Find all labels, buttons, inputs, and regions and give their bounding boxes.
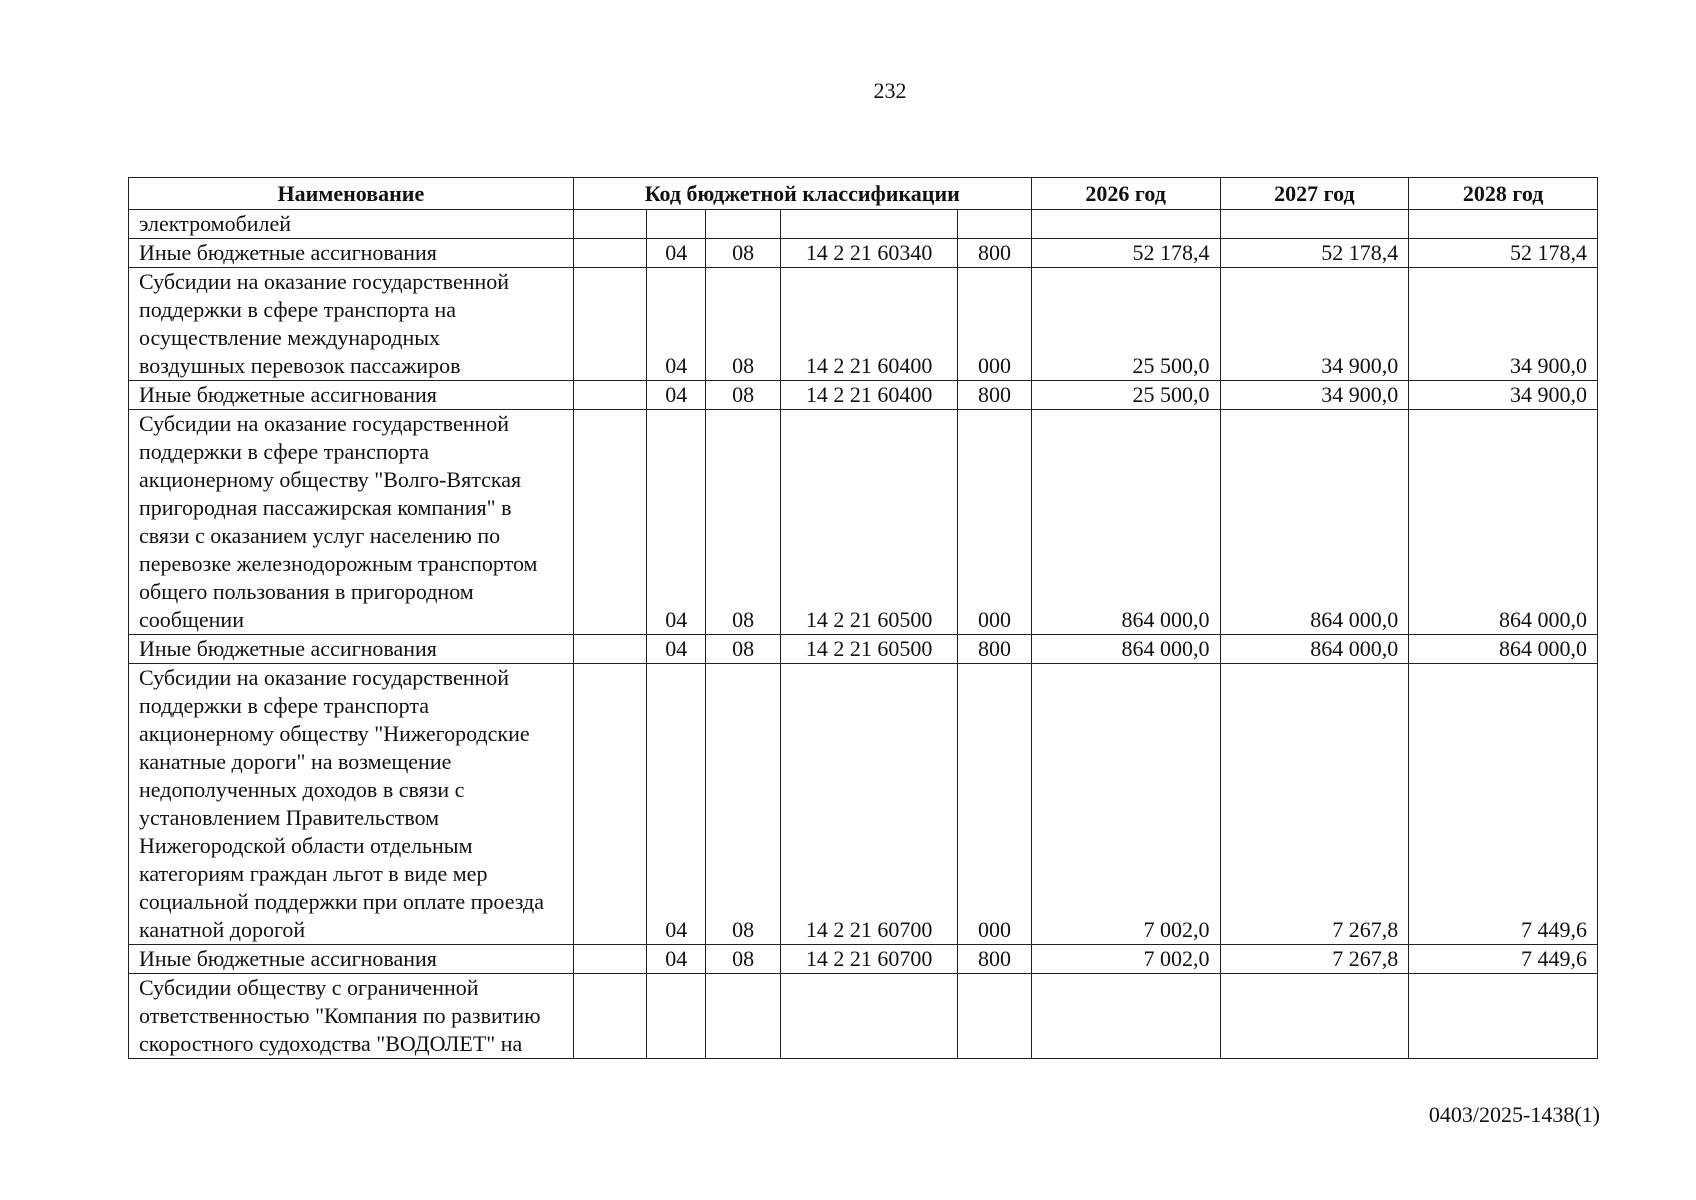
row-name-line: Субсидии на оказание государственной xyxy=(139,269,510,294)
row-name-line: Иные бюджетные ассигнования xyxy=(139,636,437,661)
row-name-line: канатной дорогой xyxy=(139,917,306,942)
row-name xyxy=(129,268,574,381)
header-code: Код бюджетной классификации xyxy=(573,178,1031,210)
row-amount-2028: 7 449,6 xyxy=(1409,945,1598,974)
row-section-code: 04 xyxy=(647,410,706,635)
row-amount-2026: 864 000,0 xyxy=(1031,635,1220,664)
row-subsection-code: 08 xyxy=(706,239,780,268)
row-name-line: сообщении xyxy=(139,607,244,632)
row-section-code xyxy=(647,210,706,239)
table-header-row xyxy=(129,178,1598,210)
row-amount-2026 xyxy=(1031,210,1220,239)
row-name-line: категориям граждан льгот в виде мер xyxy=(139,861,488,886)
row-name-line: поддержки в сфере транспорта на xyxy=(139,297,457,322)
row-empty-code-cell xyxy=(573,635,646,664)
row-name-line: недополученных доходов в связи с xyxy=(139,777,465,802)
row-amount-2026 xyxy=(1031,974,1220,1059)
row-empty-code-cell xyxy=(573,239,646,268)
row-name xyxy=(129,664,574,945)
row-amount-2026: 25 500,0 xyxy=(1031,381,1220,410)
row-amount-2026: 864 000,0 xyxy=(1031,410,1220,635)
row-section-code: 04 xyxy=(647,945,706,974)
row-name-line: Нижегородской области отдельным xyxy=(139,833,473,858)
table-row xyxy=(129,974,1598,1059)
row-amount-2028 xyxy=(1409,210,1598,239)
row-empty-code-cell xyxy=(573,210,646,239)
row-name-line: акционерному обществу "Волго-Вятская xyxy=(139,467,522,492)
row-name xyxy=(129,635,574,664)
row-name-line: Субсидии на оказание государственной xyxy=(139,411,510,436)
document-code: 0403/2025-1438(1) xyxy=(1428,1102,1600,1127)
row-name-line: общего пользования в пригородном xyxy=(139,579,474,604)
row-target-article-code: 14 2 21 60700 xyxy=(780,664,958,945)
row-expense-type-code: 000 xyxy=(958,268,1031,381)
table-row xyxy=(129,410,1598,635)
row-expense-type-code xyxy=(958,210,1031,239)
row-amount-2028: 7 449,6 xyxy=(1409,664,1598,945)
header-2026: 2026 год xyxy=(1031,178,1220,210)
row-target-article-code: 14 2 21 60400 xyxy=(780,268,958,381)
row-empty-code-cell xyxy=(573,974,646,1059)
row-subsection-code: 08 xyxy=(706,664,780,945)
row-amount-2027: 7 267,8 xyxy=(1220,945,1409,974)
row-expense-type-code: 800 xyxy=(958,239,1031,268)
row-expense-type-code: 000 xyxy=(958,664,1031,945)
row-amount-2026: 25 500,0 xyxy=(1031,268,1220,381)
row-amount-2027: 864 000,0 xyxy=(1220,410,1409,635)
row-empty-code-cell xyxy=(573,410,646,635)
row-target-article-code xyxy=(780,974,958,1059)
table-body xyxy=(129,210,1598,1059)
row-name xyxy=(129,239,574,268)
row-subsection-code: 08 xyxy=(706,381,780,410)
row-section-code: 04 xyxy=(647,381,706,410)
row-subsection-code: 08 xyxy=(706,410,780,635)
row-name-line: ответственностью "Компания по развитию xyxy=(139,1003,541,1028)
row-section-code: 04 xyxy=(647,664,706,945)
row-name-line: канатные дороги" на возмещение xyxy=(139,749,452,774)
header-2028: 2028 год xyxy=(1409,178,1598,210)
row-name-line: Иные бюджетные ассигнования xyxy=(139,946,437,971)
row-section-code: 04 xyxy=(647,635,706,664)
row-name-line: связи с оказанием услуг населению по xyxy=(139,523,501,548)
row-amount-2028: 864 000,0 xyxy=(1409,410,1598,635)
table-row xyxy=(129,664,1598,945)
row-expense-type-code: 800 xyxy=(958,945,1031,974)
row-name xyxy=(129,945,574,974)
row-target-article-code: 14 2 21 60700 xyxy=(780,945,958,974)
row-name-line: электромобилей xyxy=(139,211,292,236)
row-expense-type-code xyxy=(958,974,1031,1059)
header-2027: 2027 год xyxy=(1220,178,1409,210)
row-amount-2027: 34 900,0 xyxy=(1220,381,1409,410)
row-name-line: поддержки в сфере транспорта xyxy=(139,439,429,464)
table-row xyxy=(129,239,1598,268)
row-subsection-code xyxy=(706,974,780,1059)
row-amount-2027: 52 178,4 xyxy=(1220,239,1409,268)
row-expense-type-code: 000 xyxy=(958,410,1031,635)
row-subsection-code: 08 xyxy=(706,635,780,664)
table-row xyxy=(129,268,1598,381)
row-empty-code-cell xyxy=(573,664,646,945)
header-name: Наименование xyxy=(129,178,574,210)
row-name xyxy=(129,410,574,635)
row-empty-code-cell xyxy=(573,381,646,410)
row-amount-2028 xyxy=(1409,974,1598,1059)
row-name xyxy=(129,381,574,410)
row-name xyxy=(129,974,574,1059)
page-number: 232 xyxy=(873,78,907,103)
row-amount-2026: 7 002,0 xyxy=(1031,664,1220,945)
row-target-article-code: 14 2 21 60340 xyxy=(780,239,958,268)
row-amount-2027: 34 900,0 xyxy=(1220,268,1409,381)
row-name-line: акционерному обществу "Нижегородские xyxy=(139,721,530,746)
row-amount-2028: 34 900,0 xyxy=(1409,381,1598,410)
row-target-article-code xyxy=(780,210,958,239)
row-subsection-code: 08 xyxy=(706,945,780,974)
row-amount-2027 xyxy=(1220,974,1409,1059)
table-row xyxy=(129,381,1598,410)
row-name xyxy=(129,210,574,239)
row-section-code: 04 xyxy=(647,268,706,381)
row-amount-2027: 7 267,8 xyxy=(1220,664,1409,945)
row-amount-2026: 52 178,4 xyxy=(1031,239,1220,268)
row-amount-2028: 52 178,4 xyxy=(1409,239,1598,268)
row-name-line: Иные бюджетные ассигнования xyxy=(139,382,437,407)
row-target-article-code: 14 2 21 60400 xyxy=(780,381,958,410)
row-expense-type-code: 800 xyxy=(958,381,1031,410)
row-name-line: воздушных перевозок пассажиров xyxy=(139,353,461,378)
row-amount-2027 xyxy=(1220,210,1409,239)
row-amount-2027: 864 000,0 xyxy=(1220,635,1409,664)
row-name-line: Субсидии на оказание государственной xyxy=(139,665,510,690)
row-section-code: 04 xyxy=(647,239,706,268)
row-amount-2028: 864 000,0 xyxy=(1409,635,1598,664)
row-expense-type-code: 800 xyxy=(958,635,1031,664)
row-name-line: осуществление международных xyxy=(139,325,441,350)
row-amount-2026: 7 002,0 xyxy=(1031,945,1220,974)
table-row xyxy=(129,210,1598,239)
row-name-line: установлением Правительством xyxy=(139,805,440,830)
row-section-code xyxy=(647,974,706,1059)
row-empty-code-cell xyxy=(573,268,646,381)
row-amount-2028: 34 900,0 xyxy=(1409,268,1598,381)
row-name-line: перевозке железнодорожным транспортом xyxy=(139,551,538,576)
row-name-line: поддержки в сфере транспорта xyxy=(139,693,429,718)
row-name-line: Субсидии обществу с ограниченной xyxy=(139,975,479,1000)
table-row xyxy=(129,945,1598,974)
row-subsection-code xyxy=(706,210,780,239)
row-target-article-code: 14 2 21 60500 xyxy=(780,410,958,635)
table-row xyxy=(129,635,1598,664)
row-empty-code-cell xyxy=(573,945,646,974)
row-target-article-code: 14 2 21 60500 xyxy=(780,635,958,664)
row-name-line: Иные бюджетные ассигнования xyxy=(139,240,437,265)
row-name-line: скоростного судоходства "ВОДОЛЕТ" на xyxy=(139,1031,523,1056)
row-name-line: пригородная пассажирская компания" в xyxy=(139,495,512,520)
budget-table xyxy=(128,177,1598,1059)
row-subsection-code: 08 xyxy=(706,268,780,381)
row-name-line: социальной поддержки при оплате проезда xyxy=(139,889,544,914)
